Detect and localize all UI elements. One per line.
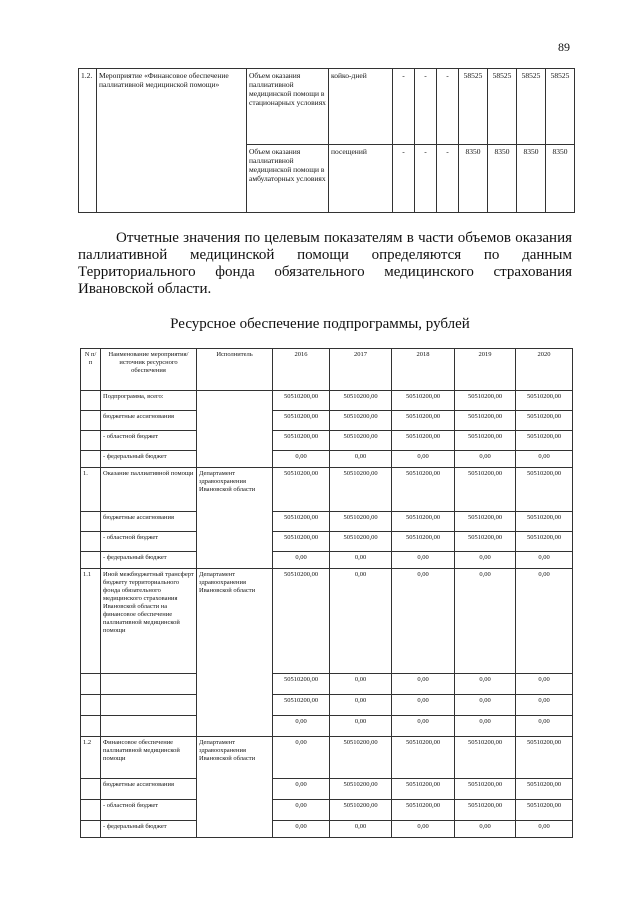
value-cell: 50510200,00 [273,532,330,552]
row-name [101,674,197,695]
value-cell: 0,00 [455,716,516,737]
value-cell: 0,00 [392,716,455,737]
value-cell: 58525 [546,69,575,145]
row-number: 1.2 [81,737,101,779]
row-number [81,695,101,716]
row-name: бюджетные ассигнования [101,512,197,532]
table-row [81,532,573,552]
value-cell: 50510200,00 [392,391,455,411]
value-cell: 8350 [459,145,488,213]
row-name: - областной бюджет [101,532,197,552]
value-cell: 50510200,00 [392,411,455,431]
value-cell: 50510200,00 [330,431,392,451]
value-cell: 0,00 [516,674,573,695]
value-cell: 0,00 [516,821,573,838]
table-row [81,779,573,800]
table-row [81,431,573,451]
column-header: N п/п [81,349,101,391]
row-name: - областной бюджет [101,800,197,821]
value-cell: 0,00 [392,569,455,674]
table-row [81,569,573,674]
value-cell: 0,00 [516,695,573,716]
row-name: Финансовое обеспечение паллиативной медицинской помощи [101,737,197,779]
value-cell: 0,00 [392,451,455,468]
value-cell: 50510200,00 [330,391,392,411]
value-cell: 50510200,00 [273,695,330,716]
value-cell: 0,00 [516,451,573,468]
row-executor: Департамент здравоохранения Ивановской области [197,468,273,569]
column-header: 2018 [392,349,455,391]
value-cell: 50510200,00 [392,779,455,800]
value-cell: 50510200,00 [273,391,330,411]
value-cell: 50510200,00 [330,411,392,431]
value-cell: - [393,69,415,145]
row-name: Подпрограмма, всего: [101,391,197,411]
value-cell: 0,00 [455,674,516,695]
section-title: Ресурсное обеспечение подпрограммы, рублей [170,316,470,332]
row-name: Иной межбюджетный трансферт бюджету территориального фонда обязательного медицинского страхования Ивановской области на финансовое обеспечение паллиативной медицинской помощи [101,569,197,674]
value-cell: 0,00 [455,569,516,674]
column-header: 2019 [455,349,516,391]
value-cell: 0,00 [273,552,330,569]
value-cell: 50510200,00 [516,468,573,512]
value-cell: 50510200,00 [392,431,455,451]
table-row [81,468,573,512]
value-cell: 8350 [517,145,546,213]
value-cell: 50510200,00 [273,512,330,532]
value-cell: 0,00 [273,451,330,468]
value-cell: 0,00 [330,821,392,838]
value-cell: 8350 [546,145,575,213]
value-cell: 0,00 [455,821,516,838]
table-row [81,695,573,716]
value-cell: 50510200,00 [516,431,573,451]
value-cell: 0,00 [273,800,330,821]
page-number: 89 [558,40,570,54]
value-cell: 0,00 [273,716,330,737]
row-name [101,716,197,737]
value-cell: 0,00 [330,716,392,737]
row-executor [197,391,273,468]
table-row [81,800,573,821]
value-cell: 50510200,00 [516,800,573,821]
value-cell: 0,00 [455,695,516,716]
indicator-name: Объем оказания паллиативной медицинской помощи в стационарных условиях [247,69,329,145]
value-cell: 0,00 [330,552,392,569]
value-cell: 0,00 [455,451,516,468]
column-header: Наименование мероприятия/источник ресурсного обеспечения [101,349,197,391]
row-number [81,674,101,695]
table-row [81,391,573,411]
value-cell: 50510200,00 [516,512,573,532]
column-header: Исполнитель [197,349,273,391]
value-cell: 0,00 [455,552,516,569]
value-cell: 50510200,00 [455,512,516,532]
row-name: бюджетные ассигнования [101,411,197,431]
row-number [81,411,101,431]
row-number [81,512,101,532]
report-paragraph: Отчетные значения по целевым показателям в части объемов оказания паллиативной медицинской помощи определяются по данным Территориального фонда обязательного медицинского страхования Ивановской области. [78,230,572,297]
table-row [81,821,573,838]
row-number [81,532,101,552]
value-cell: 50510200,00 [455,468,516,512]
value-cell: 50510200,00 [392,468,455,512]
value-cell: 0,00 [392,821,455,838]
table-row [81,674,573,695]
column-header: 2017 [330,349,392,391]
resource-table [80,348,573,838]
value-cell: 50510200,00 [392,532,455,552]
value-cell: - [415,145,437,213]
measure-name: Мероприятие «Финансовое обеспечение паллиативной медицинской помощи» [97,69,247,213]
table-row [81,411,573,431]
row-name [101,695,197,716]
value-cell: 0,00 [516,716,573,737]
indicators-table [78,68,575,213]
row-name: - федеральный бюджет [101,821,197,838]
value-cell: 0,00 [330,674,392,695]
value-cell: 50510200,00 [455,800,516,821]
value-cell: 50510200,00 [330,532,392,552]
indicator-unit: койко-дней [329,69,393,145]
value-cell: - [437,145,459,213]
value-cell: 0,00 [330,569,392,674]
table-header-row [81,349,573,391]
table-row [81,716,573,737]
value-cell: 50510200,00 [273,431,330,451]
row-name: бюджетные ассигнования [101,779,197,800]
value-cell: 50510200,00 [330,737,392,779]
measure-number: 1.2. [79,69,97,213]
value-cell: 50510200,00 [392,800,455,821]
value-cell: 50510200,00 [455,737,516,779]
value-cell: 0,00 [273,821,330,838]
value-cell: 50510200,00 [392,737,455,779]
column-header: 2016 [273,349,330,391]
row-number [81,391,101,411]
value-cell: 50510200,00 [273,569,330,674]
row-number [81,821,101,838]
value-cell: 50510200,00 [516,532,573,552]
row-name: Оказание паллиативной помощи [101,468,197,512]
row-number [81,716,101,737]
value-cell: 50510200,00 [273,674,330,695]
value-cell: 50510200,00 [516,737,573,779]
table-row [81,451,573,468]
value-cell: 50510200,00 [330,800,392,821]
value-cell: 50510200,00 [455,532,516,552]
value-cell: 50510200,00 [455,779,516,800]
column-header: 2020 [516,349,573,391]
value-cell: 0,00 [392,552,455,569]
value-cell: 50510200,00 [330,779,392,800]
row-number [81,451,101,468]
value-cell: 58525 [517,69,546,145]
value-cell: 50510200,00 [330,512,392,532]
row-name: - федеральный бюджет [101,451,197,468]
value-cell: 58525 [459,69,488,145]
value-cell: 0,00 [392,674,455,695]
table-row [81,552,573,569]
value-cell: 50510200,00 [516,779,573,800]
value-cell: 0,00 [273,737,330,779]
value-cell: 50510200,00 [455,431,516,451]
row-executor: Департамент здравоохранения Ивановской области [197,569,273,737]
table-row [79,69,575,145]
value-cell: 50510200,00 [455,411,516,431]
value-cell: - [415,69,437,145]
value-cell: 0,00 [516,552,573,569]
value-cell: 0,00 [273,779,330,800]
table-row [81,512,573,532]
row-executor: Департамент здравоохранения Ивановской области [197,737,273,838]
row-number [81,800,101,821]
value-cell: - [437,69,459,145]
value-cell: 0,00 [330,451,392,468]
value-cell: - [393,145,415,213]
value-cell: 50510200,00 [330,468,392,512]
row-number: 1. [81,468,101,512]
value-cell: 50510200,00 [516,411,573,431]
value-cell: 50510200,00 [516,391,573,411]
value-cell: 50510200,00 [273,468,330,512]
row-number [81,431,101,451]
value-cell: 50510200,00 [273,411,330,431]
indicator-unit: посещений [329,145,393,213]
value-cell: 50510200,00 [392,512,455,532]
row-number: 1.1 [81,569,101,674]
value-cell: 0,00 [516,569,573,674]
row-name: - федеральный бюджет [101,552,197,569]
value-cell: 58525 [488,69,517,145]
value-cell: 0,00 [330,695,392,716]
row-number [81,779,101,800]
row-number [81,552,101,569]
table-row [81,737,573,779]
row-name: - областной бюджет [101,431,197,451]
value-cell: 8350 [488,145,517,213]
value-cell: 0,00 [392,695,455,716]
indicator-name: Объем оказания паллиативной медицинской помощи в амбулаторных условиях [247,145,329,213]
value-cell: 50510200,00 [455,391,516,411]
